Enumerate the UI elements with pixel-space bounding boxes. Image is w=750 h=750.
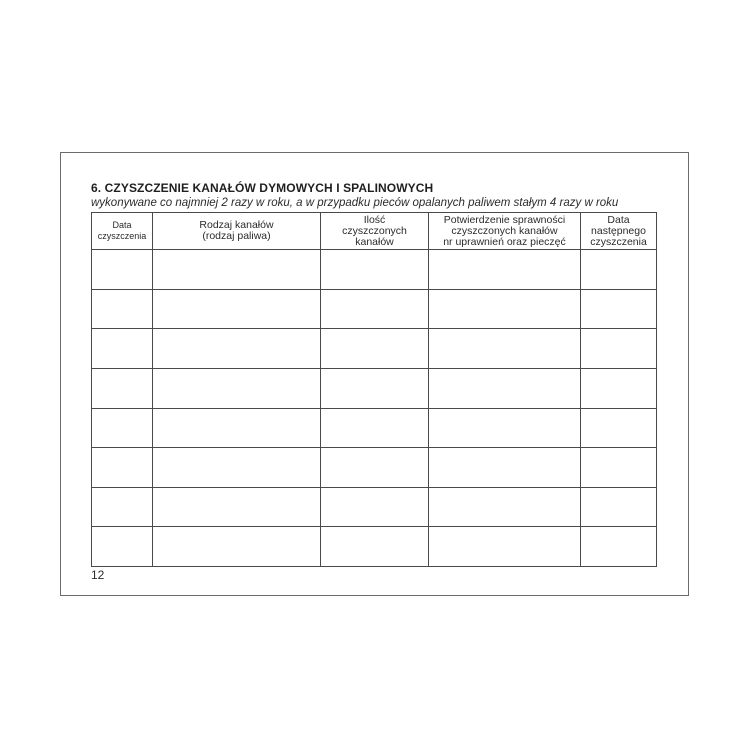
section-title: 6. CZYSZCZENIE KANAŁÓW DYMOWYCH I SPALINOWYCH bbox=[91, 181, 434, 195]
table-cell bbox=[581, 250, 657, 290]
table-cell bbox=[92, 329, 153, 369]
table-cell bbox=[429, 329, 581, 369]
table-cell bbox=[92, 448, 153, 488]
table-cell bbox=[321, 329, 429, 369]
table-cell bbox=[429, 250, 581, 290]
table-cell bbox=[153, 448, 321, 488]
table-header-row bbox=[92, 213, 657, 250]
table-cell bbox=[581, 408, 657, 448]
column-header-cleaning-date: Data czyszczenia bbox=[92, 213, 153, 250]
table-cell bbox=[153, 250, 321, 290]
table-cell bbox=[92, 487, 153, 527]
table-cell bbox=[581, 487, 657, 527]
table-cell bbox=[321, 448, 429, 488]
column-header-next-cleaning-date: Data następnego czyszczenia bbox=[581, 213, 657, 250]
column-header-channel-type: Rodzaj kanałów (rodzaj paliwa) bbox=[153, 213, 321, 250]
table-cell bbox=[429, 368, 581, 408]
table-cell bbox=[321, 408, 429, 448]
table-cell bbox=[321, 487, 429, 527]
cleaning-log-table bbox=[91, 212, 657, 567]
table-cell bbox=[581, 329, 657, 369]
table-row bbox=[92, 408, 657, 448]
table-row bbox=[92, 289, 657, 329]
table-cell bbox=[581, 527, 657, 567]
table-row bbox=[92, 527, 657, 567]
table-cell bbox=[429, 289, 581, 329]
table-cell bbox=[429, 527, 581, 567]
table-cell bbox=[92, 368, 153, 408]
table-cell bbox=[153, 289, 321, 329]
section-subtitle: wykonywane co najmniej 2 razy w roku, a w przypadku pieców opalanych paliwem stałym 4 razy w roku bbox=[91, 197, 619, 209]
table-cell bbox=[429, 408, 581, 448]
column-header-channel-count: Ilość czyszczonych kanałów bbox=[321, 213, 429, 250]
table-cell bbox=[153, 487, 321, 527]
table-cell bbox=[92, 527, 153, 567]
table-cell bbox=[92, 250, 153, 290]
table-row bbox=[92, 368, 657, 408]
table-cell bbox=[321, 289, 429, 329]
table-cell bbox=[92, 408, 153, 448]
table-cell bbox=[321, 250, 429, 290]
table-cell bbox=[581, 448, 657, 488]
table-cell bbox=[581, 289, 657, 329]
table-row bbox=[92, 329, 657, 369]
table-cell bbox=[153, 527, 321, 567]
table-cell bbox=[153, 368, 321, 408]
column-header-confirmation: Potwierdzenie sprawności czyszczonych kanałów nr uprawnień oraz pieczęć bbox=[429, 213, 581, 250]
table-cell bbox=[153, 329, 321, 369]
table-cell bbox=[92, 289, 153, 329]
page-number: 12 bbox=[91, 568, 105, 582]
table-body bbox=[92, 250, 657, 567]
table-cell bbox=[321, 527, 429, 567]
table-cell bbox=[321, 368, 429, 408]
table-row bbox=[92, 250, 657, 290]
table-row bbox=[92, 448, 657, 488]
table-cell bbox=[429, 448, 581, 488]
table-cell bbox=[153, 408, 321, 448]
table-row bbox=[92, 487, 657, 527]
table-cell bbox=[429, 487, 581, 527]
table-cell bbox=[581, 368, 657, 408]
